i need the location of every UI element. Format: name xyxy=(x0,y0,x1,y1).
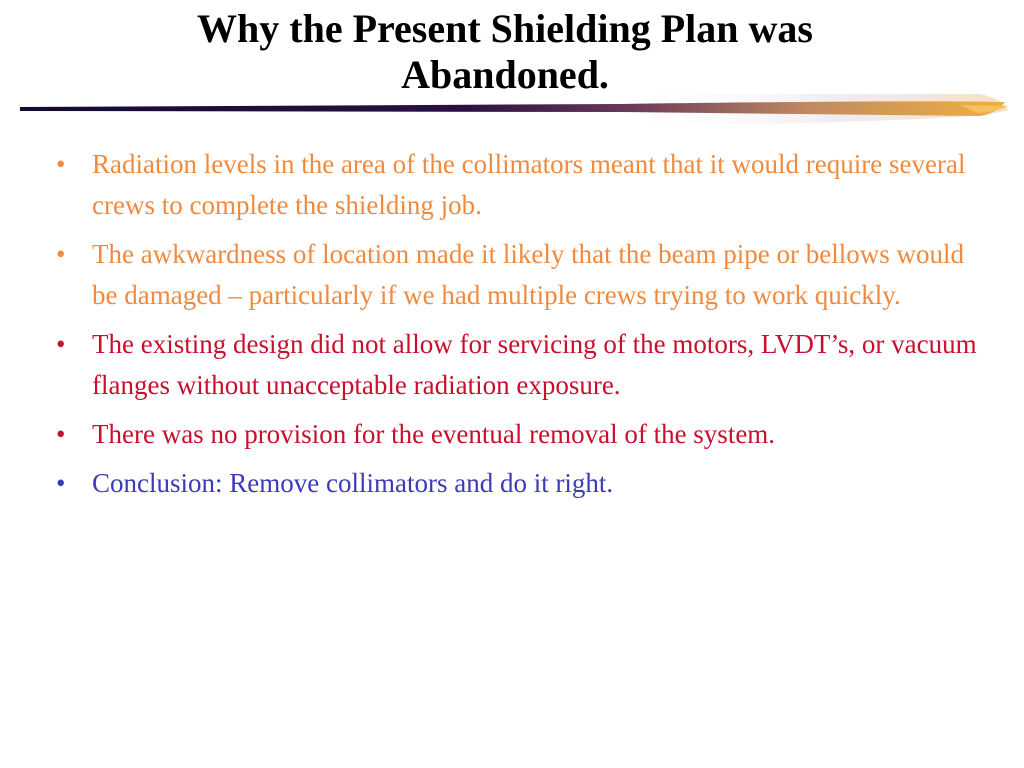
slide-title-line-1: Why the Present Shielding Plan was xyxy=(197,6,813,51)
bullet-list xyxy=(56,144,986,512)
slide-title xyxy=(120,6,890,98)
bullet-marker: • xyxy=(56,468,66,498)
bullet-text: There was no provision for the eventual removal of the system. xyxy=(92,419,776,449)
bullet-item xyxy=(56,414,986,455)
bullet-text: The awkwardness of location made it likely that the beam pipe or bellows would be damaged – particularly if we had multiple crews trying to work quickly. xyxy=(92,239,965,310)
bullet-marker: • xyxy=(56,419,66,449)
bullet-marker: • xyxy=(56,329,66,359)
bullet-marker: • xyxy=(56,149,66,179)
bullet-text: The existing design did not allow for servicing of the motors, LVDT’s, or vacuum flanges without unacceptable radiation exposure. xyxy=(92,329,977,400)
bullet-text: Conclusion: Remove collimators and do it right. xyxy=(92,468,614,498)
title-divider xyxy=(20,92,1010,124)
slide-title-line-2: Abandoned. xyxy=(401,52,609,97)
bullet-marker: • xyxy=(56,239,66,269)
bullet-item xyxy=(56,144,986,226)
bullet-text: Radiation levels in the area of the collimators meant that it would require several crews to complete the shielding job. xyxy=(92,149,966,220)
bullet-item xyxy=(56,463,986,504)
bullet-item xyxy=(56,234,986,316)
bullet-item xyxy=(56,324,986,406)
